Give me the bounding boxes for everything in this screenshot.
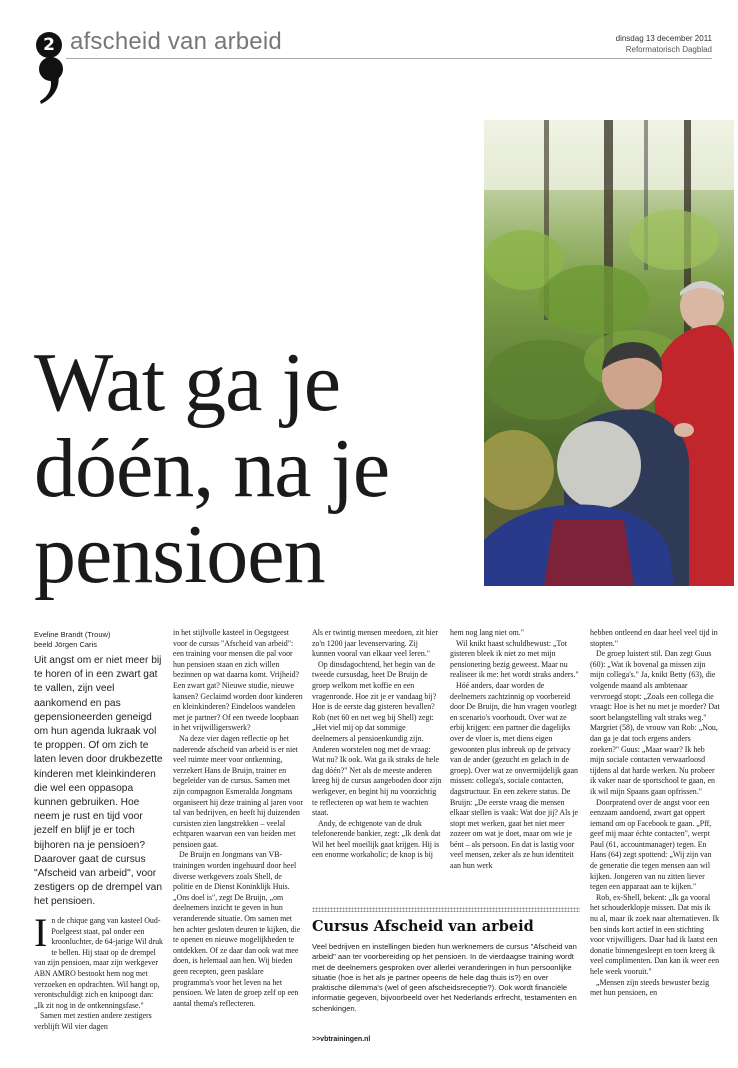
column-paragraph: De groep luistert stil. Dan zegt Guus (60): „Wat ik bovenal ga missen zijn mijn collega's." Ja, knikt Betty (63), die volgende maand als ambtenaar vervroegd stopt: „Zoals een collega die vraagt: Hoe is het nu met je moeder? Dat soort belangstelling valt straks weg." Margriet (58), de vrouw van Rob: „Nou, dan ga je dat toch ergens anders zoeken?" Guus: „Maar waar? Ik heb mijn sociale contacten verwaarloosd tijdens al dat harde werken. Nu probeer ik vaker naar de sportschool te gaan, en ik wil mijn Spaans gaan opfrissen." [590, 649, 720, 796]
article-column-5 [590, 628, 720, 999]
column-paragraph: Samen met zestien andere zestigers verblijft Wil vier dagen [34, 1011, 152, 1031]
column-paragraph: Hóé anders, daar worden de deelnemers zachtzinnig op voorbereid door De Bruijn, die hun vragen voorlegt en scenario's voorhoudt. Over wat ze erbij krijgen: een partner die dagelijks over de vloer is, met diens eigen gewoonten plus inbreuk op de privacy van de ander (gezucht en gelach in de groep). Over wat ze onvermijdelijk gaan missen: collega's, sociale contacten, dagstructuur. En een zekere status. De Bruijn: „De eerste vraag die mensen elkaar stellen is vaak: Wat doe jij? Als je stopt met werken, gaat het niet meer zozeer om wat je doet, maar om wie je bént – als persoon. En dat is lastig voor veel mensen, zeker als ze hun identiteit aan hun werk [450, 680, 579, 871]
info-box-title: Cursus Afscheid van arbeid [312, 918, 534, 935]
byline-author: Eveline Brandt (Trouw) [34, 630, 111, 639]
headline-line-1: Wat ga je [34, 336, 341, 429]
article-column-2 [173, 628, 303, 1009]
column-paragraph: Op dinsdagochtend, het begin van de tweede cursusdag, heet De Bruijn de groep welkom met koffie en een vragenronde. Hoe zit je er vandaag bij? Hoe is de eerste dag gisteren bevallen? Rob (net 60 en net weg bij Shell) zegt: „Het viel mij op dat sommige deelnemers al pensioenkundig zijn. Anderen worstelen nog met de vraag: Wat nu? Ik ook. Wat ga ik straks de hele dag dóén?" Net als de meeste anderen kreeg hij de cursus aangeboden door zijn werkgever, en begint hij nu voorzichtig te reflecteren op wat hem te wachten staat. [312, 659, 442, 818]
headline [34, 336, 474, 601]
header-divider [66, 58, 712, 59]
column-paragraph: „Mensen zijn steeds bewuster bezig met hun pensioen, en [590, 977, 710, 998]
column-paragraph: Doorpratend over de angst voor een eenzaam aandoend, zwart gat oppert iemand om op Facebook te gaan. „Pff, geef mij maar échte contacten", werpt Paul (61, accountmanager) tegen. En Hans (64) zegt spottend: „Wij zijn van de generatie die tegen mensen aan wil kijken. Jongeren van nu zitten liever tegen een apparaat aan te kijken." [590, 797, 712, 892]
column-paragraph [34, 910, 164, 1011]
column-paragraph: Na deze vier dagen reflectie op het naderende afscheid van arbeid is er niet veel ruimte meer voor ontkenning, verzekert Hans de Bruijn, trainer en begeleider van de cursus. Samen met zijn compagnon Esmeralda Jongmans organiseert hij deze training al jaren voor tal van bedrijven, en heeft hij duizenden cursisten zien langstrekken – veelal echtparen waarvan een van beiden met pensioen gaat. [173, 733, 303, 849]
column-paragraph: Als er twintig mensen meedoen, zit hier zo'n 1200 jaar levenservaring. Zij kunnen vooral van elkaar veel leren." [312, 628, 438, 659]
article-column-1 [34, 910, 164, 1033]
info-box-divider [312, 907, 580, 912]
article-column-4 [450, 628, 580, 872]
issue-date: dinsdag 13 december 2011 [615, 34, 712, 43]
publication-name: Reformatorisch Dagblad [625, 45, 712, 54]
info-box-link[interactable]: >>vbtrainingen.nl [312, 1036, 371, 1043]
byline [34, 630, 164, 650]
header-meta [616, 33, 712, 55]
article-column-3 [312, 628, 442, 861]
column-paragraph: Andy, de echtgenote van de druk telefonerende bankier, zegt: „Ik denk dat Wil het heel moeilijk gaat krijgen. Hij is een enorme workaholic; de knop is bij [312, 818, 441, 860]
headline-line-3: pensioen [34, 508, 325, 601]
column-paragraph: hem nog lang niet om." [450, 628, 525, 637]
drop-cap: I [34, 910, 48, 955]
column-paragraph: hebben ontleend en daar heel veel tijd in stopten." [590, 628, 718, 648]
section-title: afscheid van arbeid [70, 28, 282, 55]
column-paragraph: in het stijlvolle kasteel in Oegstgeest voor de cursus "Afscheid van arbeid": een training voor mensen die pal voor hun pensioen staan en zich willen bezinnen op wat daarna komt. Vrijheid? Een zwart gat? Nieuwe studie, nieuwe kansen? Geclaimd worden door kinderen en kleinkinderen? Eindeloos wandelen met je partner? Of een tweede loopbaan in het vrijwilligerswerk? [173, 628, 303, 733]
paragraph-text: n de chique gang van kasteel Oud-Poelgeest staat, pal onder een kroonluchter, de 64-jarige Wil druk te bellen. Hij staat op de drempel van zijn pensioen, maar zijn werkgever ABN AMRO bestookt hem nog met verzoeken en opdrachten. Wil hangt op, verontschuldigt zich en knipoogt dan: „Ik zit nog in de ontkenningsfase." [34, 916, 163, 1010]
column-paragraph: Wil knikt haast schuldbewust: „Tot gisteren bleek ik niet zo met mijn pensionering bezig geweest. Maar nu realiseer ik me: het wordt straks anders." [450, 638, 579, 680]
page-number: 2 [36, 32, 62, 58]
article-photo [484, 120, 734, 586]
info-box-body: Veel bedrijven en instellingen bieden hun werknemers de cursus "Afscheid van arbeid" aan ter voorbereiding op het pensioen. In de vierdaagse training wordt met de deelnemers gesproken over allerlei veranderingen in hun persoonlijke situatie (hoe is het als je partner opeens de hele dag thuis is?) en over praktische dilemma's (wel of geen afscheidsreceptie?). Ook wordt financiële informatie gegeven, bijvoorbeeld over het Nederlands erfrecht, testamenten en schenkingen. [312, 942, 577, 1013]
intro-paragraph: Uit angst om er niet meer bij te horen of in een zwart gat te vallen, zijn veel aankomend en pas gepensioneerden geneigd om hun agenda lukraak vol te proppen. Of om zich te laten leven door drukbezette kinderen met kleinkinderen die wel een oppasopa kunnen gebruiken. Hoe neem je rust en tijd voor jezelf en blijf je er toch bijhoren na je pensioen? Daarover gaat de cursus "Afscheid van arbeid", voor zestigers op de drempel van het pensioen. [34, 655, 163, 908]
headline-line-2: dóén, na je [34, 422, 390, 515]
column-paragraph: Rob, ex-Shell, bekent: „Ik ga vooral het schouderklopje missen. Dat mis ik nu al, maar ik zoek naar alternatieven. Ik ben sinds kort actief in een stichting voor vrijwilligers. Daar had ik laatst een donatie binnengesleept en toen kreeg ik veel complimenten. Dan kan ik weer een hele week vooruit." [590, 892, 720, 976]
comma-icon [36, 56, 66, 106]
byline-photo: beeld Jörgen Caris [34, 640, 97, 649]
column-paragraph: De Bruijn en Jongmans van VB-trainingen worden ingehuurd door heel diverse werkgevers zoals Shell, de politie en de Dienst Koninklijk Huis. „Ons doel is", zegt De Bruijn, „om deelnemers inzicht te geven in hun veranderende situatie. Om samen met hen achter gesloten deuren te kijken, die te openen en nieuwe mogelijkheden te ontdekken. Of ze daar dan ook wat mee doen, is helemaal aan hen. Wij bieden geen recepten, geen pasklare programma's voor het leven na het pensioen. We laten de groep zelf op een aantal thema's reflecteren. [173, 850, 301, 1008]
